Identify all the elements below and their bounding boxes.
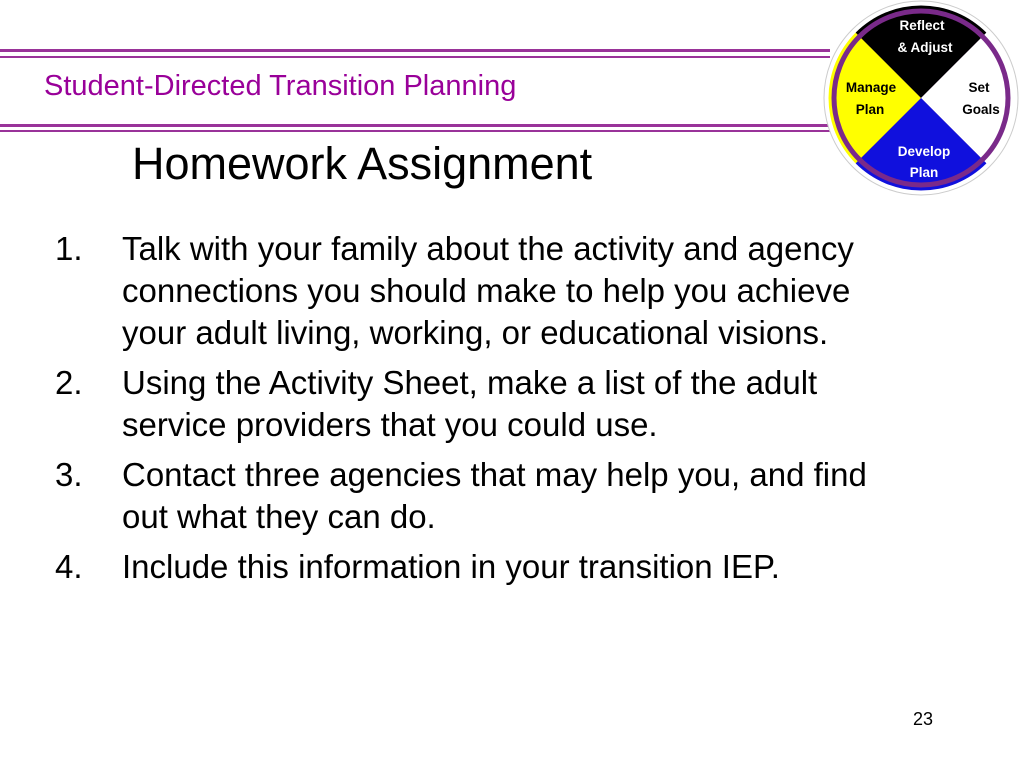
logo-label-set: Set <box>968 80 990 95</box>
page-number: 23 <box>913 709 934 729</box>
list-item-text: Using the Activity Sheet, make a list of the adult service providers that you could use. <box>122 364 818 443</box>
list-item-number: 3. <box>55 456 83 493</box>
logo-label-develop: Develop <box>897 144 951 159</box>
logo-label-reflect: Reflect <box>899 18 945 33</box>
transition-wheel-logo <box>816 0 1024 200</box>
list-item-text: Contact three agencies that may help you, and find out what they can do. <box>122 456 867 535</box>
logo-label-goals: Goals <box>962 102 1000 117</box>
list-item-number: 2. <box>55 364 83 401</box>
list-item-text: Include this information in your transition IEP. <box>122 548 780 585</box>
logo-label-manage: Manage <box>845 80 897 95</box>
header-rule-bottom-2 <box>0 130 830 132</box>
list-item <box>55 362 895 446</box>
list-item <box>55 546 895 588</box>
header-rule-top-1 <box>0 49 830 52</box>
list-item <box>55 228 895 354</box>
header-rule-bottom-1 <box>0 124 830 127</box>
assignment-list <box>55 228 895 596</box>
slide-title: Homework Assignment <box>132 138 593 189</box>
list-item-number: 4. <box>55 548 83 585</box>
list-item-number: 1. <box>55 230 83 267</box>
logo-label-manage-plan: Plan <box>855 102 885 117</box>
header-title: Student-Directed Transition Planning <box>44 70 517 102</box>
logo-label-develop-plan: Plan <box>909 165 939 180</box>
list-item <box>55 454 895 538</box>
list-item-text: Talk with your family about the activity and agency connections you should make to help you achieve your adult living, working, or educational visions. <box>122 230 854 351</box>
header-rule-top-2 <box>0 56 830 58</box>
logo-label-adjust: & Adjust <box>897 40 953 55</box>
